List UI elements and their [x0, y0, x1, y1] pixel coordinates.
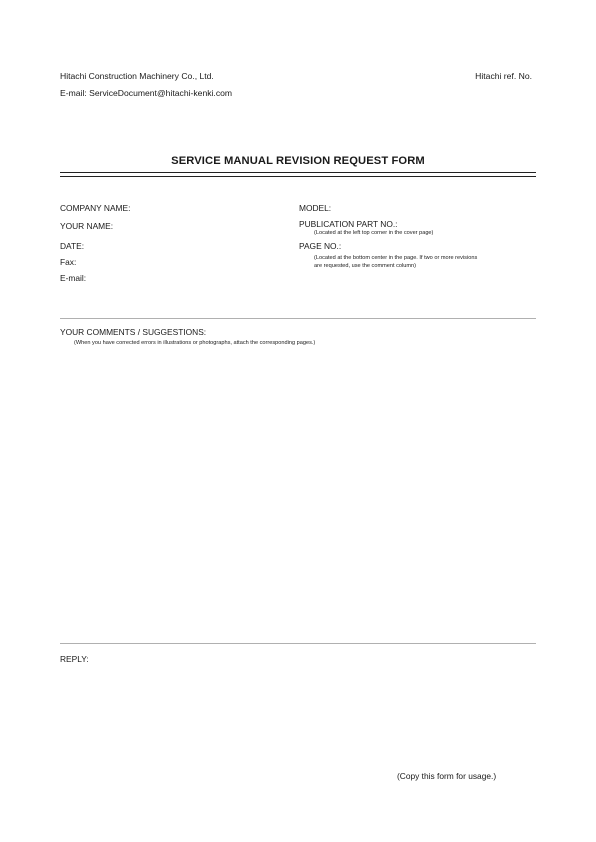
publication-part-no-note: (Located at the left top corner in the cover page): [314, 230, 434, 236]
comments-note: (When you have corrected errors in illustrations or photographs, attach the corresponding pages.): [74, 340, 316, 346]
form-title: SERVICE MANUAL REVISION REQUEST FORM: [171, 155, 425, 167]
comments-label: YOUR COMMENTS / SUGGESTIONS:: [60, 327, 207, 337]
publication-part-no-label: PUBLICATION PART NO.:: [299, 219, 398, 229]
email-label: E-mail:: [60, 273, 87, 283]
model-label: MODEL:: [299, 203, 332, 213]
title-rule-thick: [60, 172, 536, 173]
company-name-label: COMPANY NAME:: [60, 203, 131, 213]
fax-label: Fax:: [60, 257, 77, 267]
contact-email: E-mail: ServiceDocument@hitachi-kenki.com: [60, 88, 233, 98]
hitachi-ref-no: Hitachi ref. No.: [475, 71, 532, 81]
company-header: Hitachi Construction Machinery Co., Ltd.: [60, 71, 214, 81]
reply-divider: [60, 643, 536, 644]
page-no-note-line1: (Located at the bottom center in the page. If two or more revisions: [314, 255, 478, 261]
your-name-label: YOUR NAME:: [60, 221, 114, 231]
page-no-label: PAGE NO.:: [299, 241, 342, 251]
date-label: DATE:: [60, 241, 85, 251]
page-no-note-line2: are requested, use the comment column): [314, 263, 416, 269]
title-rule-thin: [60, 176, 536, 177]
copy-form-note: (Copy this form for usage.): [397, 771, 497, 781]
comments-divider: [60, 318, 536, 319]
reply-label: REPLY:: [60, 654, 89, 664]
